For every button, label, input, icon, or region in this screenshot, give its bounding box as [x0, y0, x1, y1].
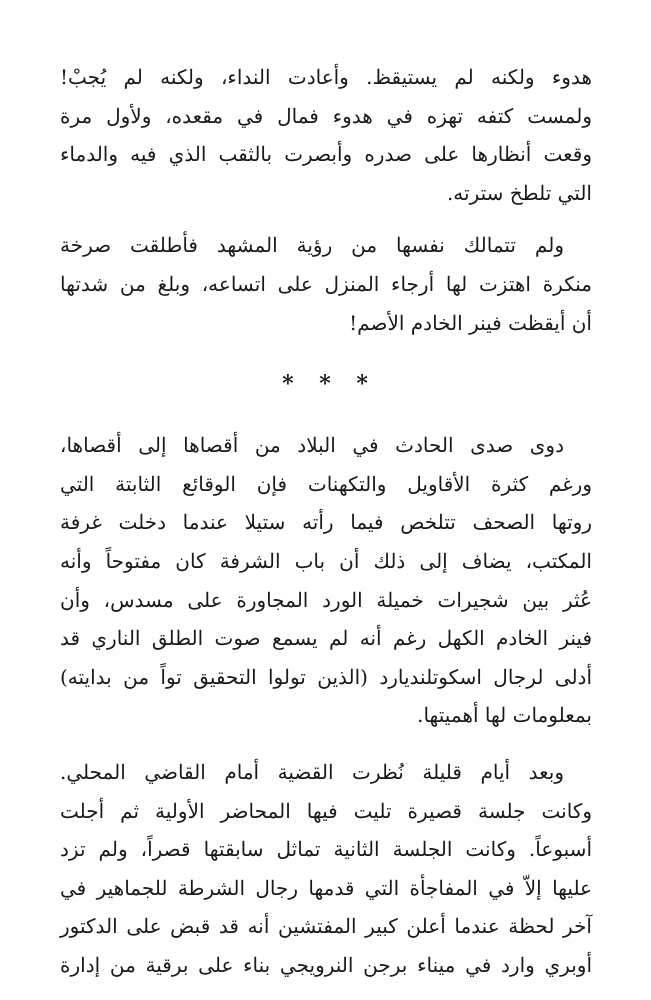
paragraph-3 — [60, 426, 592, 735]
text-line: التي تلطخ سترته. — [446, 180, 592, 205]
paragraph-2 — [60, 226, 592, 342]
text-line: المكتب، يضاف إلى ذلك أن باب الشرفة كان مفتوحاً وأنه — [60, 548, 592, 573]
text-line: بمعلومات لها أهميتها. — [417, 703, 592, 728]
text-line: وكانت جلسة قصيرة تليت فيها المحاضر الأولية ثم أجلت — [60, 798, 592, 823]
paragraph-1 — [60, 58, 592, 212]
text-line: ولمست كتفه تهزه في هدوء فمال في مقعده، ولأول مرة — [60, 103, 592, 128]
paragraph-spacing — [60, 342, 592, 364]
text-line: أسبوعاً. وكانت الجلسة الثانية تماثل سابقتها قصراً، ولم تزد — [60, 837, 592, 862]
paragraph-spacing — [60, 212, 592, 226]
text-line: دوى صدى الحادث في البلاد من أقصاها إلى أقصاها، — [60, 433, 564, 458]
paragraph-spacing — [60, 404, 592, 426]
book-page — [60, 58, 592, 984]
text-line: ولم تتمالك نفسها من رؤية المشهد فأطلقت صرخة — [60, 233, 564, 258]
text-line: وقعت أنظارها على صدره وأبصرت بالثقب الذي فيه والدماء — [60, 142, 592, 167]
paragraph-spacing — [60, 735, 592, 753]
text-line: هدوء ولكنه لم يستيقظ. وأعادت النداء، ولكنه لم يُجبْ! — [60, 65, 592, 89]
text-line: منكرة اهتزت لها أرجاء المنزل على اتساعه، وبلغ من شدتها — [60, 271, 592, 296]
text-line: وبعد أيام قليلة نُظرت القضية أمام القاضي المحلي. — [60, 759, 564, 784]
text-line: عُثر بين شجيرات خميلة الورد المجاورة على مسدس، وأن — [60, 587, 592, 612]
text-line: أن أيقظت فينر الخادم الأصم! — [349, 310, 592, 335]
text-line: أدلى لرجال اسكوتلنديارد (الذين تولوا التحقيق تواً من بدايته) — [60, 664, 592, 689]
text-line: روتها الصحف تتلخص فيما رأته ستيلا عندما دخلت غرفة — [60, 510, 592, 535]
text-line: آخر لحظة عندما أعلن كبير المفتشين أنه قد قبض على الدكتور — [60, 914, 592, 939]
paragraph-4 — [60, 753, 592, 985]
text-line: أوبري وارد في ميناء برجن النرويجي بناء على برقية من إدارة — [60, 952, 592, 977]
text-line: عليها إلاّ في المفاجأة التي قدمها رجال الشرطة للجماهير في — [60, 875, 592, 900]
text-line: فينر الخادم الكهل رغم أنه لم يسمع صوت الطلق الناري قد — [60, 626, 593, 651]
text-line: ورغم كثرة الأقاويل والتكهنات فإن الوقائع الثابتة التي — [60, 471, 592, 496]
section-separator: * * * — [282, 371, 370, 398]
